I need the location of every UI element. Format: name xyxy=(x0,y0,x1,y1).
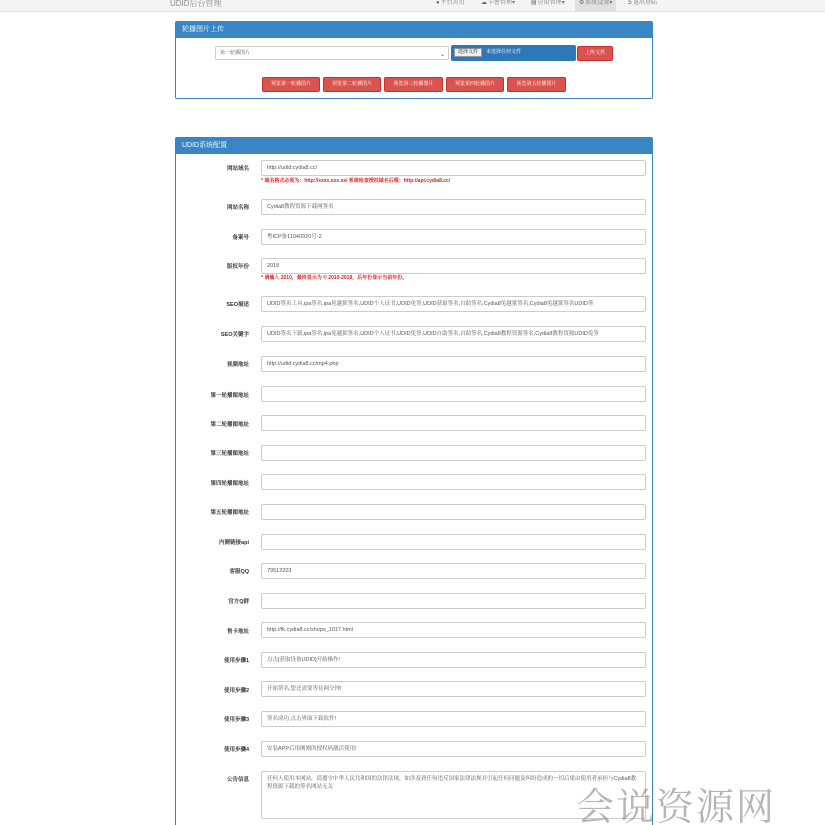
label-seo-description: SEO描述 xyxy=(226,302,249,308)
label-step-3: 使用步骤3 xyxy=(223,717,249,723)
preview-carousel-3-button[interactable]: 预览第三轮播图片 xyxy=(384,77,443,92)
notice-textarea[interactable]: 任何人使用本网站，请遵守中华人民共和国的法律法规，如涉及到任何违反国家法律法规并引起任何问题及纠纷造成的一切后果由使用者承担与Cydia8教程资源下载的签名网站无关 xyxy=(261,771,646,819)
label-step-2: 使用步骤2 xyxy=(223,688,249,694)
carousel-select-value: 第一轮播图片 xyxy=(220,50,251,56)
upload-file-button[interactable]: 上传文件 xyxy=(577,46,613,61)
label-site-name: 网站名称 xyxy=(226,205,249,211)
step-3-input[interactable]: 签名成功,点击界面下载软件! xyxy=(261,711,646,727)
carousel-4-url-input[interactable] xyxy=(261,474,646,490)
preview-carousel-4-button[interactable]: 预览第四轮播图片 xyxy=(446,77,504,92)
step-2-input[interactable]: 开始签名,您还需要等待网分钟! xyxy=(261,681,646,697)
brand-title[interactable]: UDID后台管理 xyxy=(170,0,222,8)
label-carousel-4-url: 第四轮播图地址 xyxy=(210,481,249,487)
label-step-1: 使用步骤1 xyxy=(223,658,249,664)
logout-icon: ➲ xyxy=(627,0,633,6)
panel-title: UDID系统配置 xyxy=(176,138,652,154)
label-carousel-3-url: 第三轮播图地址 xyxy=(210,451,249,457)
preview-carousel-5-button[interactable]: 预览第五轮播图片 xyxy=(507,77,566,92)
nav-system-settings-label: 系统设置 xyxy=(585,0,610,6)
carousel-3-url-input[interactable] xyxy=(261,445,646,461)
label-support-qq: 客服QQ xyxy=(229,569,249,575)
site-watermark: 会说资源网 xyxy=(576,785,777,825)
site-name-input[interactable]: Cydia8教程资源下载网签名 xyxy=(261,199,646,215)
gear-icon: ⚙ xyxy=(579,0,585,6)
label-site-domain: 网站域名 xyxy=(226,166,249,172)
site-domain-hint: * 域名格式必须为：http://xxxx.xxx.xx/ 系统检查授权域名后缀：http://api.cydia8.cc/ xyxy=(261,178,451,184)
nav-app-manage-label: 应用管理 xyxy=(537,0,562,6)
label-official-qq-group: 官方Q群 xyxy=(228,599,249,605)
file-picker[interactable] xyxy=(451,45,576,61)
choose-file-button[interactable]: 选择文件 xyxy=(454,48,482,57)
label-notice: 公告信息 xyxy=(226,777,249,783)
label-seo-keywords: SEO关键字 xyxy=(220,332,249,338)
nav-home[interactable] xyxy=(436,0,465,12)
card-shop-url-input[interactable]: http://fk.cydia8.cc/shops_1017.html xyxy=(261,622,646,638)
cloud-icon: ☁ xyxy=(481,0,487,6)
label-card-shop-url: 售卡地址 xyxy=(226,629,249,635)
top-navbar xyxy=(0,0,825,12)
carousel-select[interactable] xyxy=(215,46,449,60)
user-icon: ● xyxy=(436,0,440,6)
seo-description-input[interactable]: UDID签名工具,ipa签名,ipa免越狱签名,UDID个人证书,UDID免签,UDID获取签名,自助签名,Cydia8免越狱签名,Cydia8免越狱签名UDID签 xyxy=(261,296,646,312)
video-url-input[interactable]: http://udid.cydia8.cc/mp4.php xyxy=(261,356,646,372)
chevron-down-icon: ▾ xyxy=(512,0,516,6)
carousel-1-url-input[interactable] xyxy=(261,386,646,402)
preview-carousel-1-button[interactable]: 预览第一轮播图片 xyxy=(262,77,320,92)
preview-carousel-2-button[interactable]: 预览第二轮播图片 xyxy=(323,77,381,92)
copyright-year-hint: * 请输入 2010，最终显示为 © 2010-2018，后年份显示当前年份。 xyxy=(261,275,408,281)
label-step-4: 使用步骤4 xyxy=(223,747,249,753)
chevron-down-icon: ⌄ xyxy=(439,52,445,58)
nav-logout-label: 退出登陆 xyxy=(633,0,658,6)
carousel-2-url-input[interactable] xyxy=(261,415,646,431)
carousel-5-url-input[interactable] xyxy=(261,504,646,520)
nav-system-settings[interactable] xyxy=(575,0,616,12)
panel-title: 轮播图片上传 xyxy=(176,22,652,38)
label-copyright-year: 版权年份 xyxy=(226,264,249,270)
copyright-year-input[interactable]: 2018 xyxy=(261,258,646,274)
seo-keywords-input[interactable]: UDID签名下载,ipa签名,ipa免越狱签名,UDID个人证书,UDID免签,UDID自助签名,自助签名,Cydia8教程资源签名,Cydia8教程资源UDID免签 xyxy=(261,326,646,342)
nav-app-manage[interactable] xyxy=(531,0,565,12)
list-icon: ▤ xyxy=(531,0,537,6)
nav-card-manage-label: 卡密管理 xyxy=(488,0,513,6)
label-video-url: 视频地址 xyxy=(226,362,249,368)
chevron-down-icon: ▾ xyxy=(561,0,565,6)
label-icp: 备案号 xyxy=(232,235,249,241)
beta-api-input[interactable] xyxy=(261,534,646,550)
nav-logout[interactable] xyxy=(627,0,657,12)
nav-home-label: 平台首页 xyxy=(440,0,465,6)
step-1-input[interactable]: 点击[获取设备UDID]开始操作! xyxy=(261,652,646,668)
file-status-text: 未选择任何文件 xyxy=(486,49,522,55)
label-beta-api: 内测链接api xyxy=(219,540,249,546)
official-qq-group-input[interactable] xyxy=(261,593,646,609)
label-carousel-5-url: 第五轮播图地址 xyxy=(210,510,249,516)
chevron-down-icon: ▾ xyxy=(609,0,613,6)
nav-card-manage[interactable] xyxy=(481,0,515,12)
site-domain-input[interactable]: http://udid.cydia8.cc/ xyxy=(261,160,646,176)
label-carousel-1-url: 第一轮播图地址 xyxy=(210,393,249,399)
icp-input[interactable]: 粤ICP备11040920号-2 xyxy=(261,229,646,245)
step-4-input[interactable]: 安装APP后用刚刚的授权码激活使用! xyxy=(261,741,646,757)
label-carousel-2-url: 第二轮播图地址 xyxy=(210,422,249,428)
support-qq-input[interactable]: 79512203 xyxy=(261,563,646,579)
